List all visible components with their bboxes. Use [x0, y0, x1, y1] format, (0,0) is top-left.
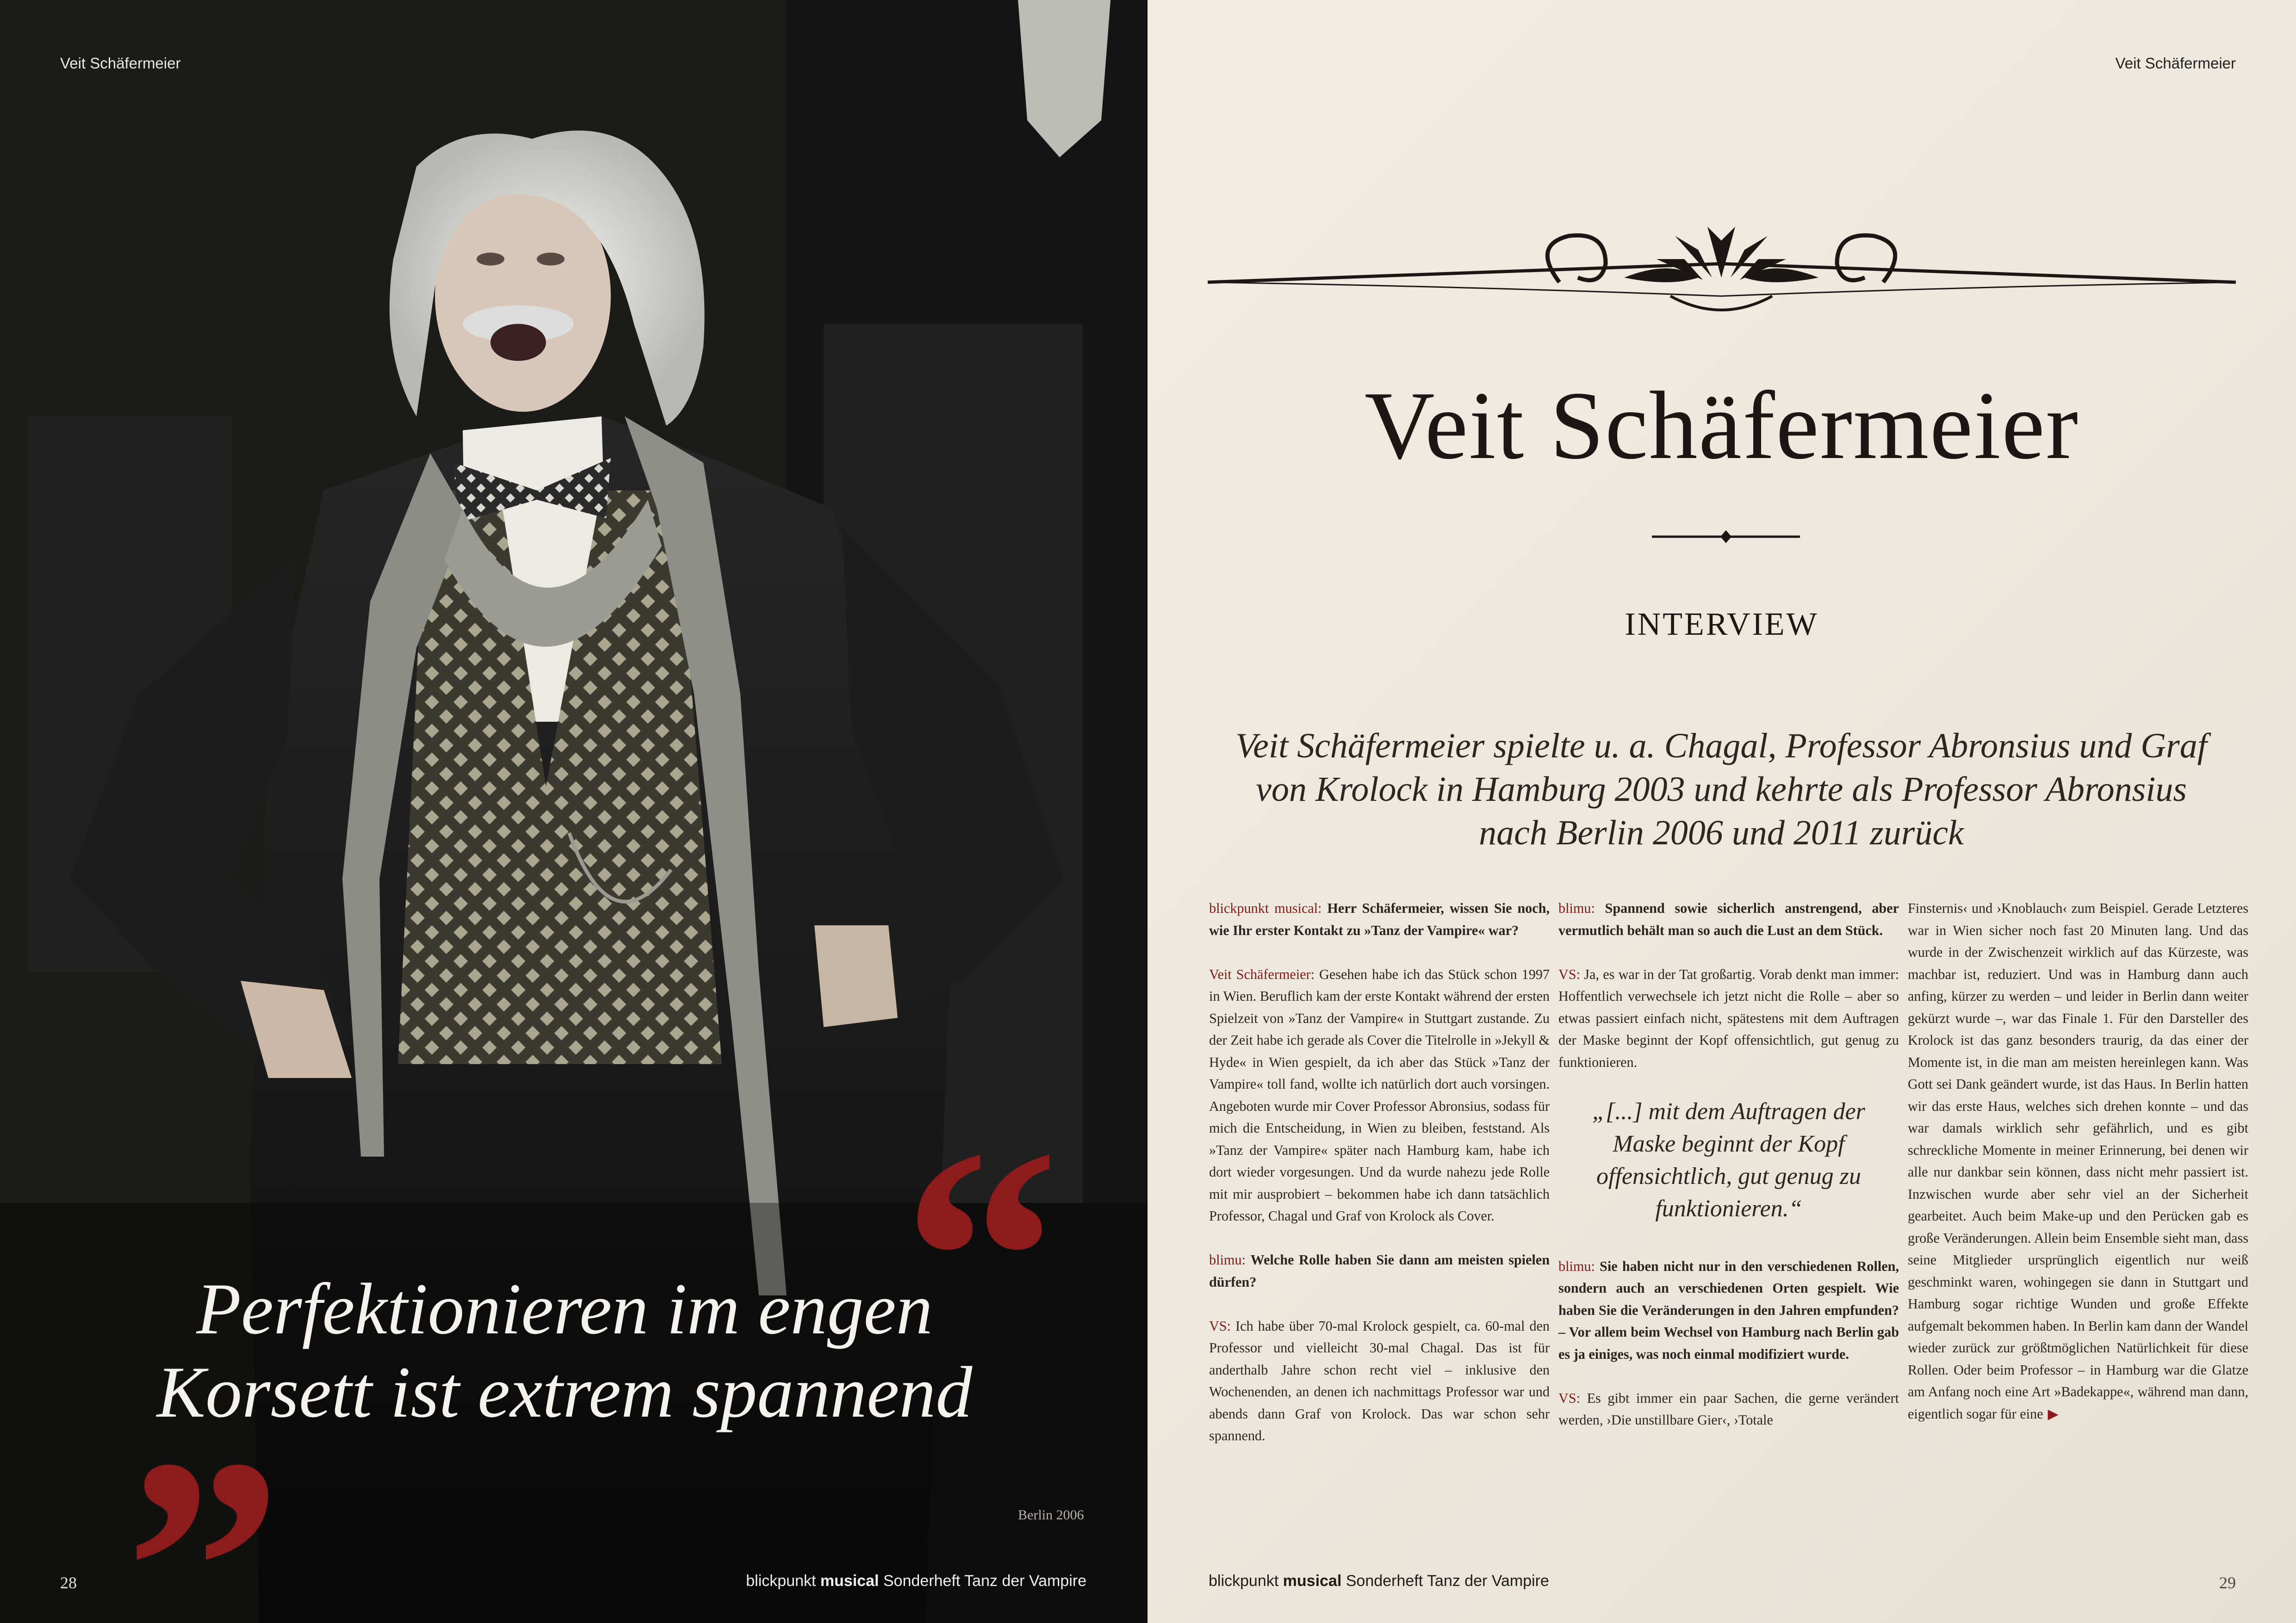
footer-brand-prefix: blickpunkt	[746, 1572, 816, 1590]
answer-text: Ja, es war in der Tat großartig. Vorab denkt man immer: Hoffentlich verwechsele ich jetzt nicht die Rolle – aber so etwas passiert einfach nicht, spätestens mit dem Auftragen der Maske beginnt der Kopf offensichtlich, gut genug zu funktionieren.	[1558, 966, 1899, 1070]
page-number-right: 29	[2219, 1573, 2236, 1592]
speaker-label: VS:	[1558, 1390, 1580, 1406]
inline-pull-quote: „[...] mit dem Auftragen der Maske beginnt der Kopf offensichtlich, gut genug zu funktionieren.“	[1592, 1098, 1865, 1222]
quote-close-mark: ”	[125, 1394, 282, 1623]
page-number-left: 28	[60, 1573, 77, 1592]
answer-text: Finsternis‹ und ›Knoblauch‹ zum Beispiel. Gerade Letzteres war in Wien sicher noch fast 20 Minuten lang. Und das wurde in der Zwischenzeit wirklich auf das Kürzeste, was machbar ist, reduziert. Und was in Hamburg dann auch anfing, kürzer zu werden – und leider in Berlin dann weiter gekürzt wurde –, war das Finale 1. Für den Darsteller des Krolock ist das ganz besonders traurig, da das einer der Momente ist, in die man am meisten hereinlegen kann. Was Gott sei Dank geändert wurde, ist das Haus. In Berlin hatten wir das erste Haus, welches sich drehen konnte – und das war damals wirklich sehr gefährlich, und es gibt schreckliche Momente in meiner Erinnerung, bei denen wir alle nur dankbar sein können, dass nicht mehr passiert ist. Inzwischen wurde aber sehr viel an der Sicherheit gearbeitet. Auch beim Make-up und den Perücken gab es große Veränderungen. Allein beim Ensemble sieht man, dass seine Mitglieder ursprünglich eigentlich nur weiß geschminkt waren, wohingegen sie dann in Stuttgart und Hamburg sogar richtige Wunden und große Effekte aufgemalt bekommen haben. In Berlin kam dann der Wandel wieder zurück zur größtmöglichen Natürlichkeit für diese Rollen. Oder beim Professor – in Hamburg war die Glatze am Anfang noch eine Art »Badekappe«, während man dann, eigentlich sogar für eine	[1908, 900, 2248, 1422]
interview-paragraph	[1558, 1256, 1899, 1366]
photo-pull-quote-line-1: Perfektionieren im engen	[196, 1269, 933, 1350]
footer-left	[746, 1572, 1086, 1590]
article-title: Veit Schäfermeier	[1364, 372, 2079, 479]
footer-right	[1209, 1572, 1549, 1590]
question-text: Welche Rolle haben Sie dann am meisten spielen dürfen?	[1209, 1252, 1550, 1290]
interview-paragraph	[1209, 1249, 1550, 1293]
text-column-3	[1908, 898, 2248, 1447]
speaker-label: Veit Schäfermeier:	[1209, 966, 1315, 982]
question-text: Sie haben nicht nur in den verschiedenen Rollen, sondern auch an verschiedenen Orten gespielt. Wie haben Sie die Veränderungen in den Jahren empfunden? – Vor allem beim Wechsel von Hamburg nach Berlin gab es ja einiges, was noch einmal modifiziert wurde.	[1558, 1258, 1899, 1362]
footer-brand-bold: musical	[1283, 1572, 1342, 1590]
footer-issue: Sonderheft Tanz der Vampire	[1346, 1572, 1549, 1590]
text-column-2	[1558, 898, 1899, 1453]
interview-paragraph	[1558, 898, 1899, 942]
footer-issue: Sonderheft Tanz der Vampire	[883, 1572, 1086, 1590]
interview-paragraph	[1209, 964, 1550, 1227]
speaker-label: blimu:	[1209, 1252, 1246, 1268]
interview-paragraph	[1558, 1388, 1899, 1431]
divider-ornament-icon	[1652, 527, 1800, 546]
interview-paragraph	[1209, 1315, 1550, 1447]
running-head-left: Veit Schäfermeier	[60, 55, 181, 72]
speaker-label: blimu:	[1558, 900, 1595, 916]
right-page	[1148, 0, 2296, 1623]
flourish-ornament-icon	[1208, 217, 2236, 333]
continue-arrow-icon: ▶	[2048, 1406, 2059, 1422]
interview-paragraph	[1209, 898, 1550, 942]
running-head-right: Veit Schäfermeier	[2115, 55, 2236, 72]
footer-brand-prefix: blickpunkt	[1209, 1572, 1279, 1590]
answer-text: Ich habe über 70-mal Krolock gespielt, ca. 60-mal den Professor und vielleicht 30-mal Chagal. Das ist für anderthalb Jahre schon recht viel – inklusive den Wochenenden, an denen ich nachmittags Professor war und abends dann Graf von Krolock. Das war schon sehr spannend.	[1209, 1318, 1550, 1443]
interview-paragraph	[1908, 898, 2248, 1425]
speaker-label: VS:	[1209, 1318, 1231, 1334]
article-lead: Veit Schäfermeier spielte u. a. Chagal, Professor Abronsius und Graf von Krolock in Hamburg 2003 und kehrte als Professor Abronsius nach Berlin 2006 und 2011 zurück	[1235, 726, 2207, 852]
footer-brand-bold: musical	[820, 1572, 879, 1590]
quote-open-mark: “	[902, 1084, 1060, 1432]
question-text: Herr Schäfermeier, wissen Sie noch, wie Ihr erster Kontakt zu »Tanz der Vampire« war?	[1209, 900, 1550, 938]
question-text: Spannend sowie sicherlich anstrengend, aber vermutlich behält man so auch die Lust an dem Stück.	[1558, 900, 1899, 938]
answer-text: Gesehen habe ich das Stück schon 1997 in Wien. Beruflich kam der erste Kontakt während der ersten Spielzeit von »Tanz der Vampire« in Stuttgart zustande. Zu der Zeit habe ich gerade als Cover die Titelrolle in »Jekyll & Hyde« in Wien gespielt, da ich aber das Stück »Tanz der Vampire« toll fand, wollte ich natürlich dort auch vorsingen. Angeboten wurde mir Cover Professor Abronsius, sodass für mich die Entscheidung, in Wien zu bleiben, feststand. Als »Tanz der Vampire« später nach Hamburg kam, habe ich dort wieder vorgesungen. Und da wurde nahezu jede Rolle mit mir ausprobiert – bekommen habe ich dann tatsächlich Professor, Chagal und Graf von Krolock als Cover.	[1209, 966, 1550, 1224]
speaker-label: VS:	[1558, 966, 1580, 982]
speaker-label: blimu:	[1558, 1258, 1595, 1274]
text-column-1	[1209, 898, 1550, 1469]
interview-paragraph	[1558, 964, 1899, 1074]
photo-pull-quote-line-2: Korsett ist extrem spannend	[156, 1352, 973, 1433]
section-kicker: INTERVIEW	[1625, 607, 1819, 642]
answer-text: Es gibt immer ein paar Sachen, die gerne verändert werden, ›Die unstillbare Gier‹, ›Totale	[1558, 1390, 1899, 1428]
speaker-label: blickpunkt musical:	[1209, 900, 1322, 916]
photo-caption: Berlin 2006	[1018, 1507, 1084, 1523]
